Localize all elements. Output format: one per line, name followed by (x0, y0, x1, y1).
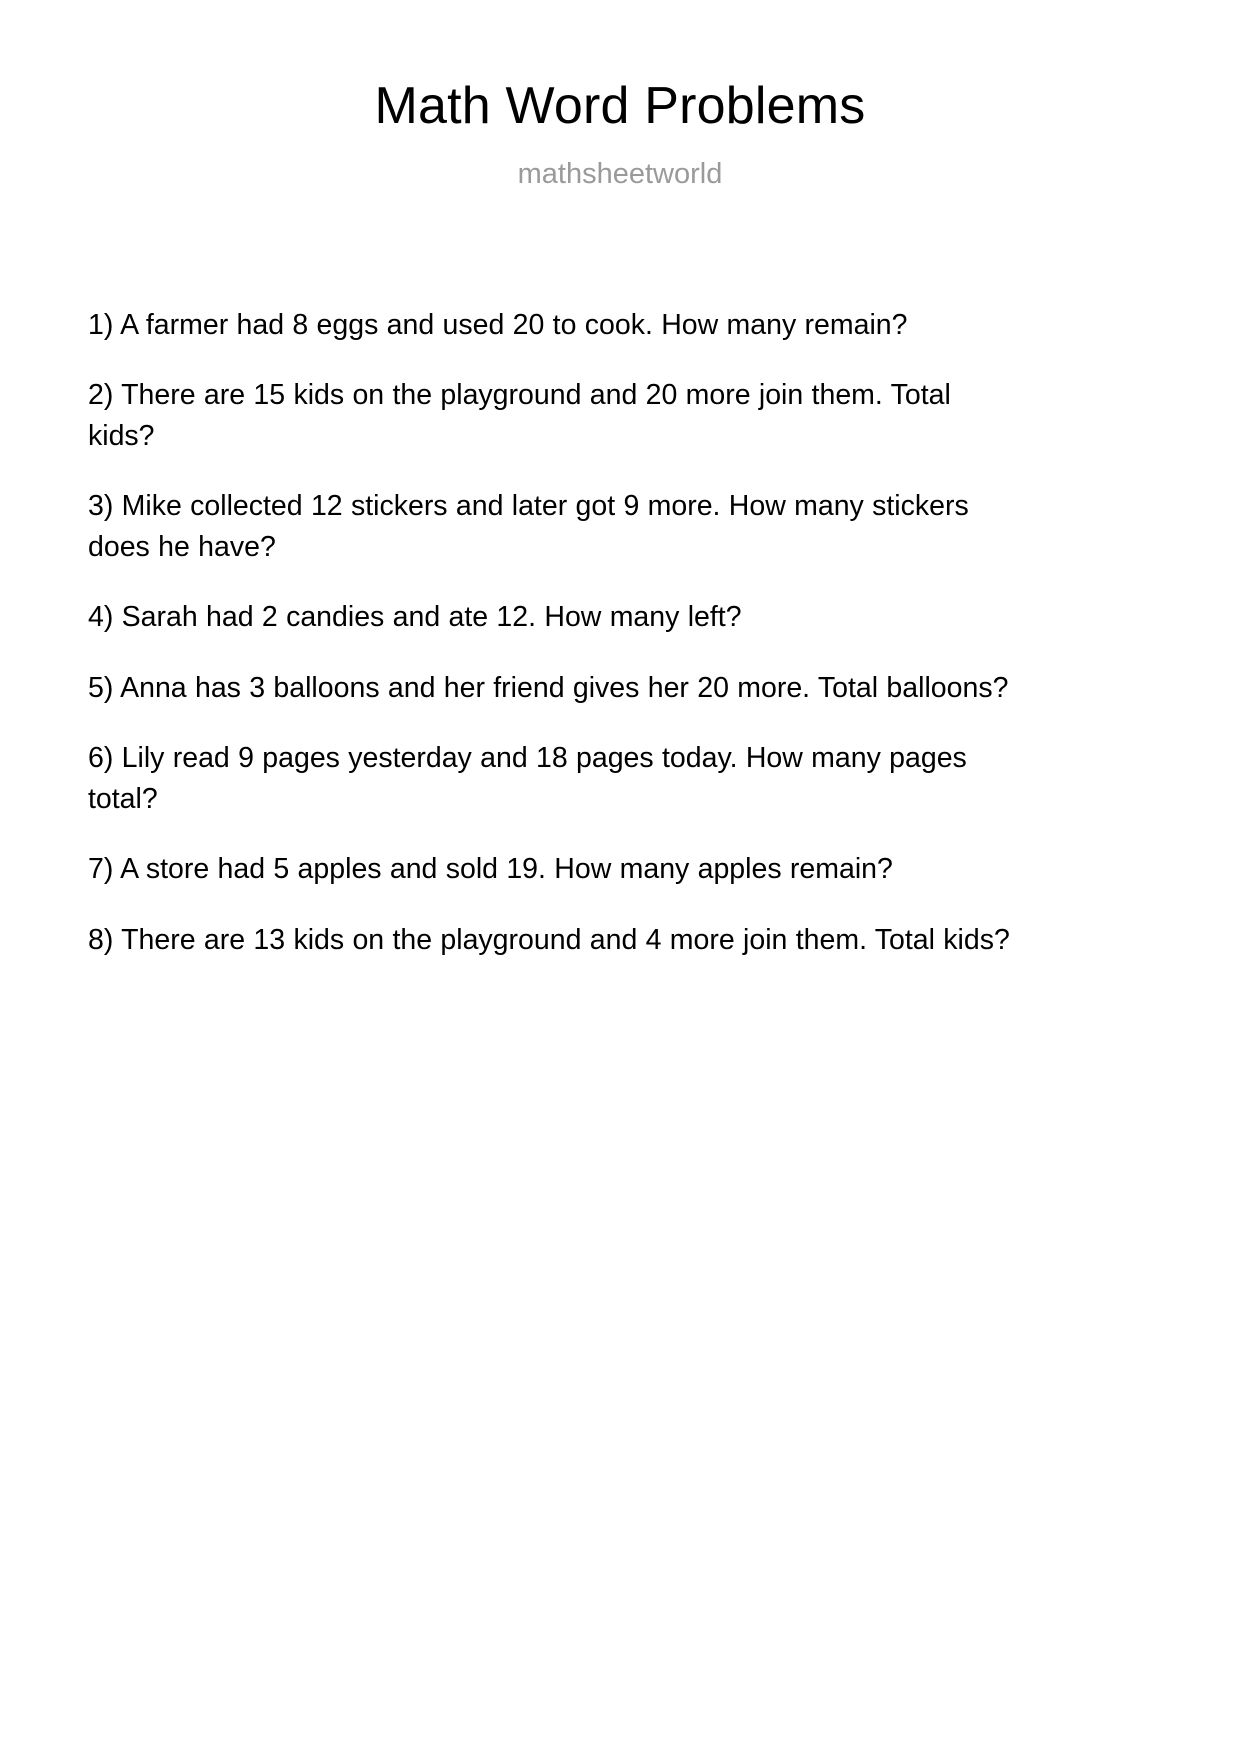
page-title: Math Word Problems (374, 77, 866, 135)
problem-item: 6) Lily read 9 pages yesterday and 18 pages today. How many pages total? (88, 742, 967, 815)
problem-item: 7) A store had 5 apples and sold 19. How many apples remain? (88, 853, 893, 886)
problem-item: 1) A farmer had 8 eggs and used 20 to cook. How many remain? (88, 309, 908, 341)
problem-item: 4) Sarah had 2 candies and ate 12. How many left? (88, 601, 742, 634)
problem-item: 8) There are 13 kids on the playground and 4 more join them. Total kids? (88, 923, 1010, 956)
worksheet-subtitle: mathsheetworld (517, 158, 723, 191)
problem-list (88, 305, 1022, 960)
problem-item: 3) Mike collected 12 stickers and later got 9 more. How many stickers does he have? (88, 490, 969, 563)
problem-item: 2) There are 15 kids on the playground and 20 more join them. Total kids? (88, 379, 951, 452)
problem-item: 5) Anna has 3 balloons and her friend gives her 20 more. Total balloons? (88, 671, 1009, 704)
worksheet-header (0, 0, 1240, 192)
